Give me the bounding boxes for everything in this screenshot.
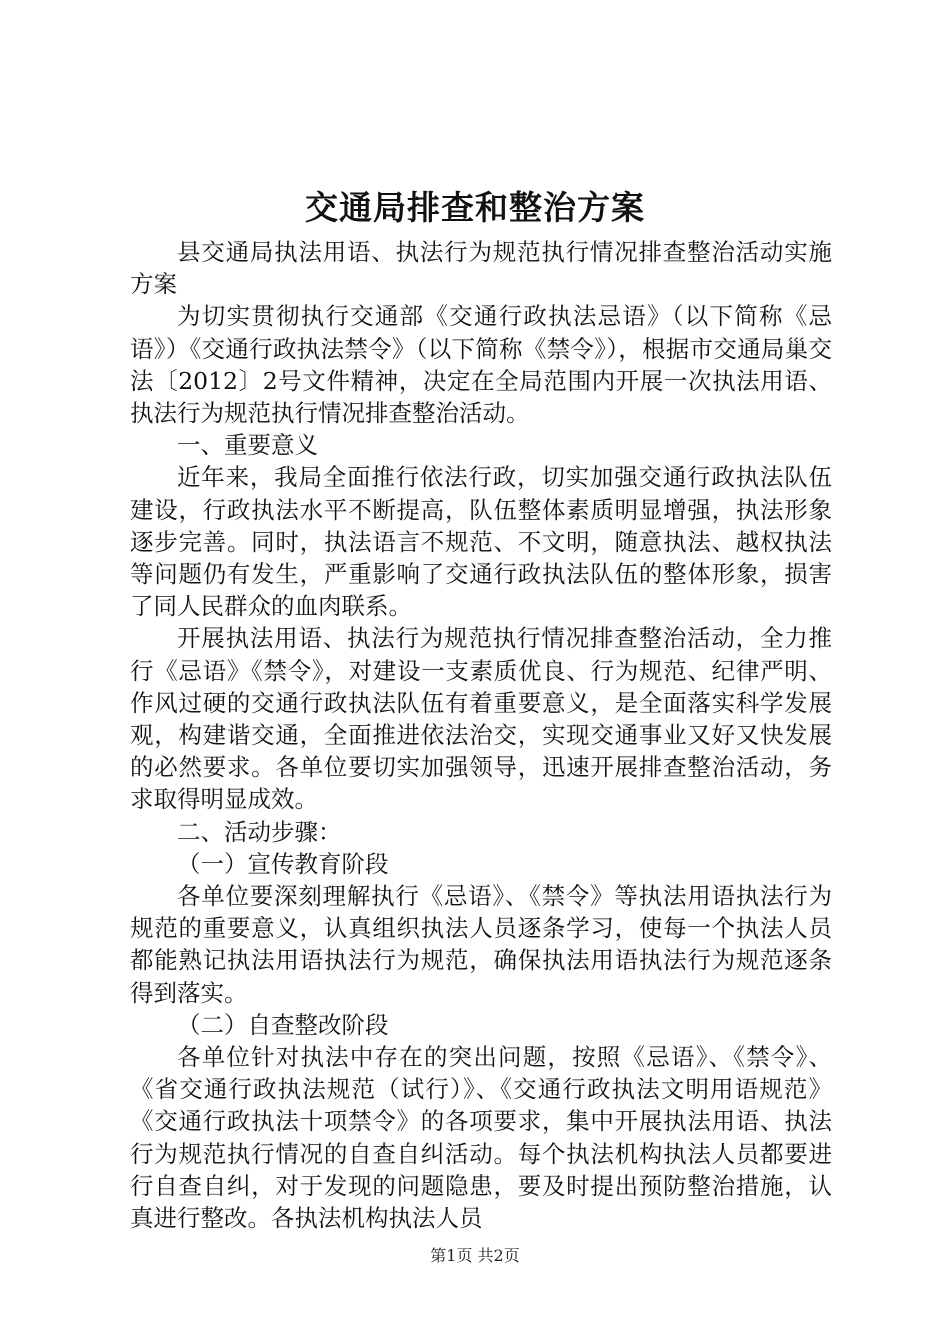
subsection-heading-self-check: （二）自查整改阶段 xyxy=(177,1010,389,1039)
paragraph-education: 各单位要深刻理解执行《忌语》、《禁令》等执法用语执法行为规范的重要意义，认真组织执法人员逐条学习，使每一个执法人员都能熟记执法用语执法行为规范，确保执法用语执法行为规范逐条得到落实。 xyxy=(130,882,832,1007)
subsection-heading-education: （一）宣传教育阶段 xyxy=(177,849,389,878)
paragraph-significance-2: 开展执法用语、执法行为规范执行情况排查整治活动，全力推行《忌语》《禁令》，对建设一支素质优良、行为规范、纪律严明、作风过硬的交通行政执法队伍有着重要意义，是全面落实科学发展观，构建谐交通，全面推进依法治交，实现交通事业又好又快发展的必然要求。各单位要切实加强领导，迅速开展排查整治活动，务求取得明显成效。 xyxy=(130,624,832,814)
section-heading-significance: 一、重要意义 xyxy=(177,431,318,460)
page-number-footer: 第1页 共2页 xyxy=(430,1246,520,1265)
paragraph-significance-1: 近年来，我局全面推行依法行政，切实加强交通行政执法队伍建设，行政执法水平不断提高，队伍整体素质明显增强，执法形象逐步完善。同时，执法语言不规范、不文明，随意执法、越权执法等问题仍有发生，严重影响了交通行政执法队伍的整体形象，损害了同人民群众的血肉联系。 xyxy=(130,463,832,621)
paragraph-self-check: 各单位针对执法中存在的突出问题，按照《忌语》、《禁令》、《省交通行政执法规范（试行）》、《交通行政执法文明用语规范》《交通行政执法十项禁令》的各项要求，集中开展执法用语、执法行为规范执行情况的自查自纠活动。每个执法机构执法人员都要进行自查自纠，对于发现的问题隐患，要及时提出预防整治措施，认真进行整改。各执法机构执法人员 xyxy=(130,1043,832,1233)
section-heading-steps: 二、活动步骤： xyxy=(177,817,342,846)
document-body xyxy=(130,236,832,1234)
paragraph-subtitle: 县交通局执法用语、执法行为规范执行情况排查整治活动实施方案 xyxy=(130,238,832,299)
paragraph-intro: 为切实贯彻执行交通部《交通行政执法忌语》（以下简称《忌语》）《交通行政执法禁令》（以下简称《禁令》），根据市交通局巢交法〔2012〕2号文件精神，决定在全局范围内开展一次执法用语、执法行为规范执行情况排查整治活动。 xyxy=(130,302,832,428)
document-title: 交通局排查和整治方案 xyxy=(305,188,645,227)
